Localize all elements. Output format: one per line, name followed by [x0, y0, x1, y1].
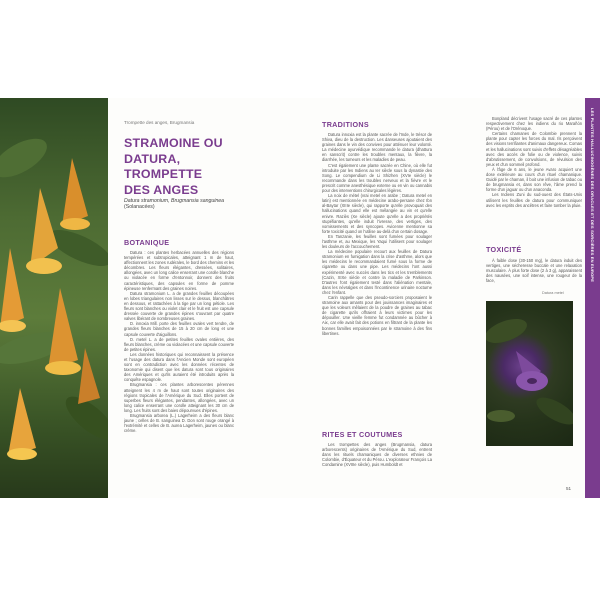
brugmansia-photo — [0, 98, 108, 498]
subtitle-latin-names: Datura stramonium, Brugmansia sanguinea — [124, 198, 225, 204]
paragraph: Les Indiens Zuni du sud-ouest des États-Unis utilisent les feuilles de datura pour communiquer avec les esprits des ancêtres et faire tomber la pluie. — [486, 192, 582, 208]
paragraph: Carin rappelle que des pseudo-sorciers proposaient le stramoine aux amants pour des jouissances imaginaires et que les voleurs mêlaient de la poudre de graines au tabac de cigarette qu'ils offraient à leurs victimes pour les dépouiller. Une vieille femme fut condamnée au bûcher à Aix, car elle avait fait des potions en filtrant de la plante les bonnes familles empoisonnées par le stramoine à des fins libertines. — [322, 295, 432, 336]
heading-traditions: TRADITIONS — [322, 120, 369, 129]
paragraph: Datura : ces plantes herbacées annuelles des régions tempérées et subtropicales, atteignant 1 m de haut, affectionnent les zones rudérales, le bord des chemins et les décombres. Les fleurs élégantes, dressées, solitaires, allongées, avec un long calice enserrant une corolle blanche ou violacée en forme d'entonnoir, donnent des fruits caractéristiques, des capsules en forme de pomme épineuse renfermant des graines noires. — [124, 250, 234, 291]
toxicite-column — [486, 258, 582, 288]
botanique-column — [124, 250, 234, 490]
paragraph: D. metel L. a de petites feuilles ovales entières, des fleurs blanches, crème ou violacées et une capsule couverte de petites épines. — [124, 336, 234, 352]
heading-rites: RITES ET COUTUMES — [322, 430, 403, 439]
paragraph: D. innoxia Mill. porte des feuilles ovales vert tendre, de grandes fleurs blanches de 15 à 20 cm de long et une capsule couverte d'aiguillons. — [124, 321, 234, 337]
subtitle — [124, 198, 234, 211]
paragraph: En Tanzanie, les feuilles sont fumées pour soulager l'asthme et, au Mexique, les Yaqui l'utilisent pour soulager les douleurs de l'accouchement. — [322, 233, 432, 250]
section-kicker: Trompette des anges, Brugmansia — [124, 120, 195, 125]
rites-column — [322, 442, 432, 494]
paragraph: À l'âge de 6 ans, le jeune Avaro acquiert une dose extérieure au cours d'un rituel chamanique. Guidé par le chaman, il boit une infusion de tabac ou de brugmansia et, dans son rêve, l'âme prend la forme d'un jaguar ou d'un anaconda. — [486, 166, 582, 193]
datura-metel-photo — [486, 301, 573, 446]
chapter-side-title: LES PLANTES HALLUCINOGÈNES DES ORACLES ET DES SORCIÈRES EN EUROPE — [590, 108, 595, 283]
page-title: STRAMOINE OU DATURA, TROMPETTE DES ANGES — [124, 136, 223, 197]
heading-toxicite: TOXICITÉ — [486, 245, 522, 254]
heading-botanique: BOTANIQUE — [124, 238, 170, 247]
traditions-column — [322, 132, 432, 357]
paragraph: Brugmansia : ces plantes arborescentes pérennes atteignent les 4 m de haut sont toutes originaires des régions tropicales de l'Amérique du Sud. Elles portent de superbes fleurs élégantes, pendantes, allongées, avec un long calice enserrant une corolle atteignant les 30 cm de long. Les fruits sont des baies dépourvues d'épines. — [124, 382, 234, 413]
paragraph: C'est également une plante sacrée en Chine, où elle fut introduite par les Indiens au Ier siècle sous la dynastie des Song. Le compendium de Li Shizhen (XVIe siècle) le recommande dans les troubles nerveux et la fièvre et le prescrit comme anesthésique externe ou en vin ou cannabis pour des interventions chirurgicales légères. — [322, 162, 432, 194]
paragraph: Datura stramonium L. a de grandes feuilles découpées en lobes triangulaires non lisses sur le dessus, blanchâtres en dessous, et rattachées à la tige par un long pétiole. Les fleurs sont blanches ou violet clair et le fruit est une capsule dressée couverte de grandes épines s'ouvrant par quatre valves libérant de nombreuses graines. — [124, 290, 234, 322]
paragraph: Certains chamanes de Colombie prennent la plante pour capter les forces du mal. Ils perçoivent des visions terrifiantes d'animaux dangereux. Comas et les hallucinations sont suivis d'effets désagréables avec des accès de folie ou de violence, suivis d'abrutissement, de convulsions, de révulsion des yeux et d'un sommeil profond. — [486, 131, 582, 167]
photo-caption: Datura metel — [542, 291, 564, 295]
subtitle-family: (Solanacées) — [124, 204, 155, 211]
book-spread — [0, 98, 600, 498]
paragraph: La noix de métel (vrai metel en arabe ; Datura metel en latin) est mentionnée en médecine arabo-persane chez Ibn al-Baytar (XIIIe siècle), qui rapporte qu'elle provoquait des hallucinations quand elle est mélangée au vin et qu'elle enivre. Raziès (Xe siècle) ajoute qu'elle a des propriétés stupéfiantes, qu'elle induit l'ivresse, des vertiges, des vomissements et des syncopes. Avicenne mentionne sa forte toxicité quand on l'utilise au-delà d'un certain dosage. — [322, 193, 432, 234]
column-three — [486, 116, 582, 226]
paragraph: La médecine populaire recourt aux feuilles de Datura stramonium en fumigation dans la crise d'asthme, alors que les médecins le recommandaient fumé sous la forme de cigarette ou dans une pipe. Les médecins l'ont aussi expérimenté avec succès dans les tics et les tremblements (Cazin, XIXe siècle et contre la maladie de Parkinson. D'autres l'ont également testé dans l'aliénation mentale, dans les névralgies et dans l'incontinence urinaire nocturne chez l'enfant. — [322, 249, 432, 295]
paragraph: Datura innoxia est la plante sacrée de l'Inde, le trésor de Shiva, dieu de la destruction. Les danseuses ajoutaient des graines dans le vin des convives pour atténuer leur volonté. La médecine ayurvédique recommande le datura (dhattura en sanscrit) contre les troubles mentaux, la fièvre, la diarrhée, les tumeurs et les maladies de peau. — [322, 132, 432, 163]
page-number: 51 — [566, 486, 572, 491]
paragraph: Brugmansia arborea (L.) Lagerheim a des fleurs blanc jaune ; celles de B. sanguinea D. Don sont rouge orangé à l'extrémité et celles de B. aurea Lagerheim, jaunes ou blanc crème. — [124, 413, 234, 434]
paragraph: Les trompettes des anges (Brugmansia, datura arborescents) originaires de l'Amérique du Sud, entrent dans les rituels chamaniques de diverses ethnies de Colombie, d'Équateur et du Pérou. L'explorateur François La Condamine (XVIIIe siècle), puis Humboldt et — [322, 442, 432, 468]
paragraph: À faible dose (30-150 mg), le datura induit des vertiges, une sécheresse buccale et une relaxation musculaire. À plus forte dose (2 à 3 g), apparaissent des nausées, une soif intense, une rougeur de la face, — [486, 258, 582, 284]
paragraph: Bonpland décrivent l'usage sacré de ces plantes respectivement chez les indiens du rio Marañón (Pérou) et de l'Orénoque. — [486, 116, 582, 132]
paragraph: Les données historiques qui reconnaissent la présence et l'usage des datura dans l'Ancien Monde sont européen sont en contradiction avec les données récentes de taxonomie qui disent que les datura sont tous originaires des Amériques et qu'ils auraient été introduits après la conquête espagnole. — [124, 351, 234, 383]
